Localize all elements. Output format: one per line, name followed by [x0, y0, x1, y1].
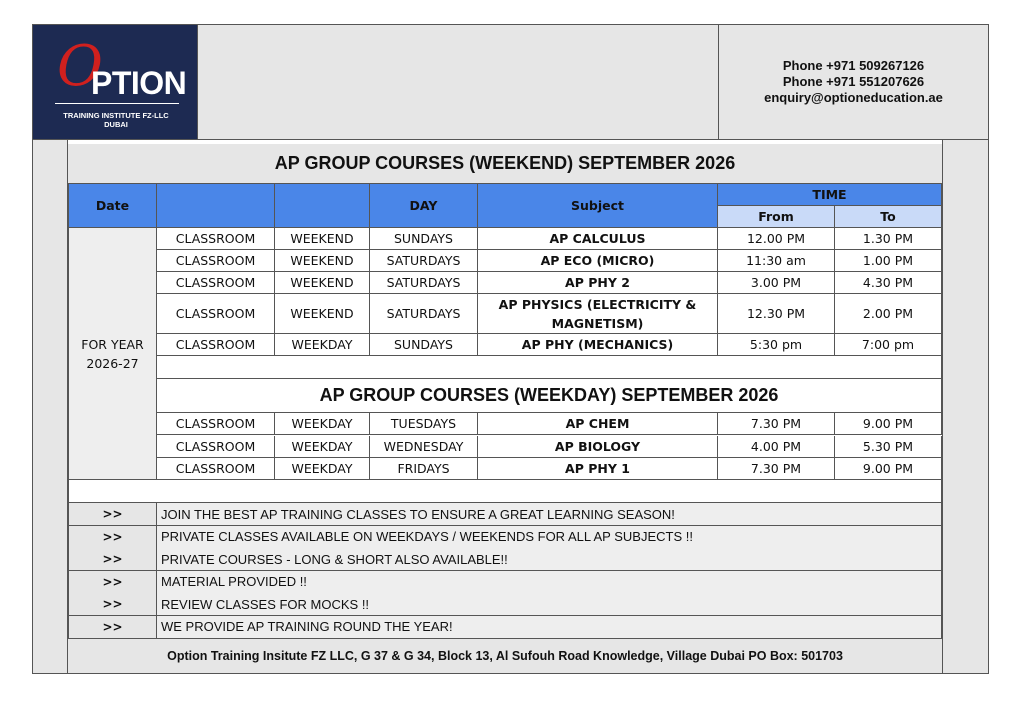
weekday-cell-from: 7.30 PM [718, 413, 835, 435]
note-item: REVIEW CLASSES FOR MOCKS !! [157, 593, 942, 616]
email[interactable]: enquiry@optioneducation.ae [764, 90, 943, 105]
note-arrow: >> [68, 503, 157, 526]
header-from: From [718, 206, 835, 228]
weekday-cell-subject: AP BIOLOGY [478, 436, 718, 458]
note-item: MATERIAL PROVIDED !! [157, 571, 942, 594]
weekday-title: AP GROUP COURSES (WEEKDAY) SEPTEMBER 2026 [157, 379, 942, 413]
header-blank-1 [157, 183, 275, 228]
phone-1: Phone +971 509267126 [782, 58, 925, 73]
weekend-cell-type: WEEKDAY [275, 334, 370, 356]
contact-block [718, 24, 989, 140]
weekday-cell-type: WEEKDAY [275, 458, 370, 480]
weekend-cell-subject: AP PHY (MECHANICS) [478, 334, 718, 356]
weekend-cell-mode: CLASSROOM [157, 272, 275, 294]
weekend-cell-from: 3.00 PM [718, 272, 835, 294]
spacer-row [157, 356, 942, 379]
logo-city: DUBAI [104, 120, 128, 129]
weekend-cell-from: 11:30 am [718, 250, 835, 272]
header-to: To [835, 206, 942, 228]
weekend-cell-to: 7:00 pm [835, 334, 942, 356]
weekday-cell-from: 4.00 PM [718, 436, 835, 458]
note-arrow: >> [68, 548, 157, 571]
note-item: WE PROVIDE AP TRAINING ROUND THE YEAR! [157, 616, 942, 639]
note-arrow: >> [68, 571, 157, 594]
note-item: PRIVATE CLASSES AVAILABLE ON WEEKDAYS / WEEKENDS FOR ALL AP SUBJECTS !! [157, 526, 942, 549]
weekend-cell-mode: CLASSROOM [157, 294, 275, 334]
weekday-cell-to: 9.00 PM [835, 458, 942, 480]
weekday-cell-subject: AP PHY 1 [478, 458, 718, 480]
logo-word: PTION [91, 65, 187, 101]
weekend-cell-mode: CLASSROOM [157, 334, 275, 356]
option-logo [32, 24, 198, 140]
weekend-cell-subject: AP ECO (MICRO) [478, 250, 718, 272]
header-date: Date [68, 183, 157, 228]
left-margin [32, 140, 68, 674]
weekend-title: AP GROUP COURSES (WEEKEND) SEPTEMBER 2026 [68, 144, 942, 183]
blank-row [68, 480, 942, 503]
weekend-cell-type: WEEKEND [275, 228, 370, 250]
weekday-cell-day: TUESDAYS [370, 413, 478, 435]
weekend-cell-from: 5:30 pm [718, 334, 835, 356]
weekday-cell-type: WEEKDAY [275, 436, 370, 458]
logo-divider [55, 103, 179, 104]
weekday-cell-subject: AP CHEM [478, 413, 718, 435]
weekday-cell-to: 5.30 PM [835, 436, 942, 458]
footer-address: Option Training Insitute FZ LLC, G 37 & G 34, Block 13, Al Sufouh Road Knowledge, Village Dubai PO Box: 501703 [68, 638, 942, 674]
weekend-cell-from: 12.30 PM [718, 294, 835, 334]
logo-subtitle: TRAINING INSTITUTE FZ-LLC [63, 111, 169, 120]
phone-2: Phone +971 551207626 [782, 74, 925, 89]
note-arrow: >> [68, 526, 157, 549]
weekend-cell-type: WEEKEND [275, 250, 370, 272]
note-arrow: >> [68, 593, 157, 616]
weekend-cell-day: SATURDAYS [370, 250, 478, 272]
weekend-cell-day: SATURDAYS [370, 272, 478, 294]
weekend-cell-to: 1.30 PM [835, 228, 942, 250]
weekday-cell-mode: CLASSROOM [157, 458, 275, 480]
weekend-cell-day: SATURDAYS [370, 294, 478, 334]
note-arrow: >> [68, 616, 157, 639]
header-day: DAY [370, 183, 478, 228]
weekday-cell-mode: CLASSROOM [157, 413, 275, 435]
weekday-cell-day: WEDNESDAY [370, 436, 478, 458]
note-item: JOIN THE BEST AP TRAINING CLASSES TO ENSURE A GREAT LEARNING SEASON! [157, 503, 942, 526]
logo-letter: O [57, 34, 103, 99]
header-subject: Subject [478, 183, 718, 228]
weekend-cell-to: 4.30 PM [835, 272, 942, 294]
weekend-cell-mode: CLASSROOM [157, 228, 275, 250]
weekend-cell-to: 2.00 PM [835, 294, 942, 334]
right-margin [942, 140, 989, 674]
weekend-cell-subject: AP CALCULUS [478, 228, 718, 250]
weekend-cell-to: 1.00 PM [835, 250, 942, 272]
year-label: FOR YEAR 2026-27 [68, 228, 157, 480]
weekday-cell-day: FRIDAYS [370, 458, 478, 480]
header-spacer [198, 24, 718, 140]
weekend-cell-from: 12.00 PM [718, 228, 835, 250]
weekday-cell-to: 9.00 PM [835, 413, 942, 435]
weekday-cell-from: 7.30 PM [718, 458, 835, 480]
weekday-cell-mode: CLASSROOM [157, 436, 275, 458]
weekend-cell-type: WEEKEND [275, 272, 370, 294]
header-blank-2 [275, 183, 370, 228]
header-time: TIME [718, 183, 942, 206]
weekday-cell-type: WEEKDAY [275, 413, 370, 435]
weekend-cell-mode: CLASSROOM [157, 250, 275, 272]
weekend-cell-subject: AP PHYSICS (ELECTRICITY & MAGNETISM) [478, 294, 718, 334]
weekend-cell-day: SUNDAYS [370, 228, 478, 250]
weekend-cell-type: WEEKEND [275, 294, 370, 334]
weekend-cell-subject: AP PHY 2 [478, 272, 718, 294]
weekend-cell-day: SUNDAYS [370, 334, 478, 356]
note-item: PRIVATE COURSES - LONG & SHORT ALSO AVAILABLE!! [157, 548, 942, 571]
